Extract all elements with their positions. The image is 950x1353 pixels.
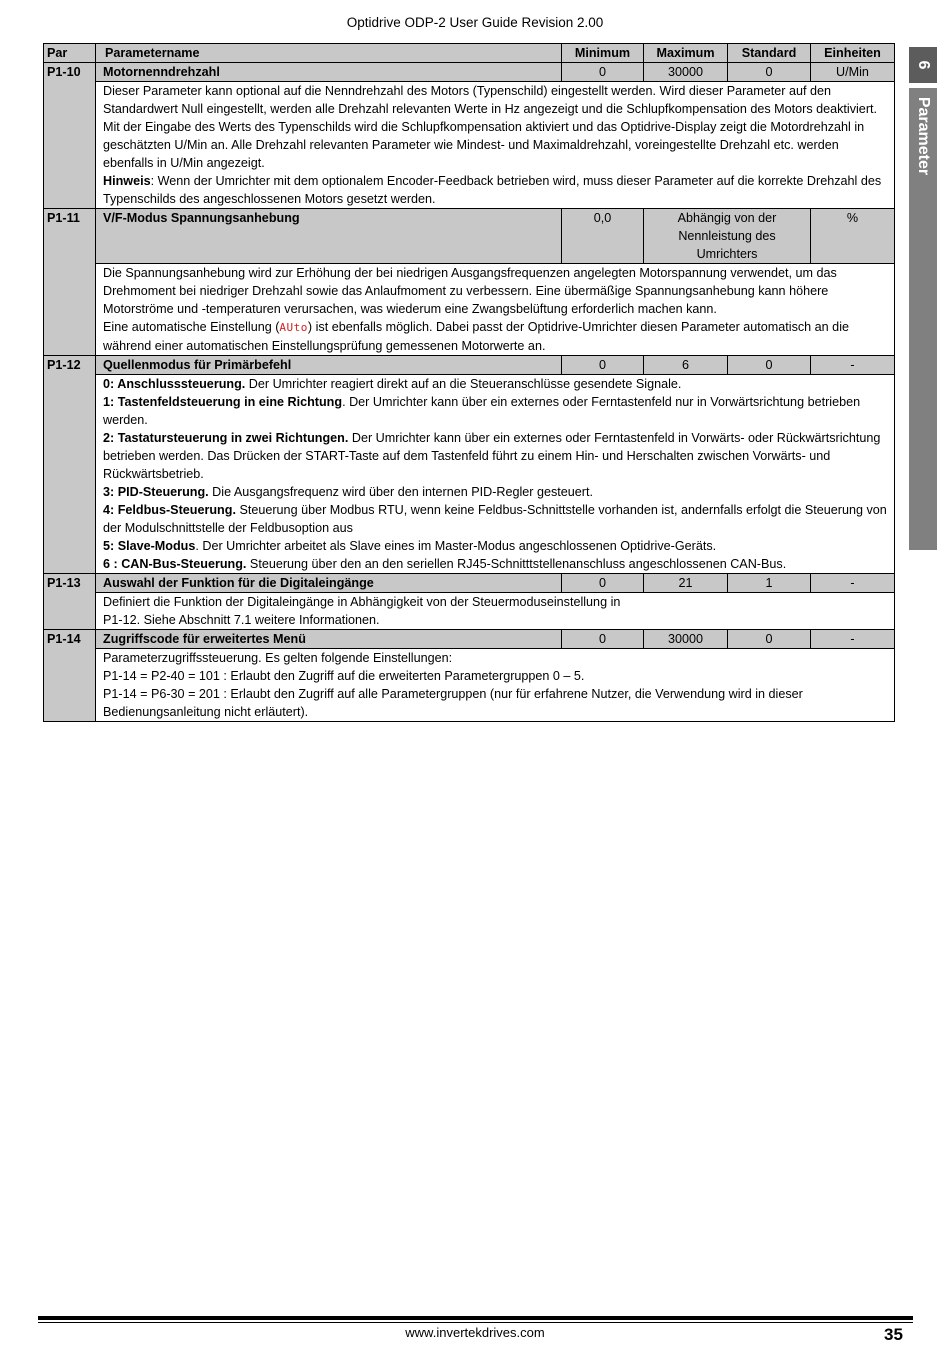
footer-url: www.invertekdrives.com	[405, 1325, 545, 1340]
desc-text-part: Eine automatische Einstellung (	[103, 320, 280, 334]
chapter-name-box	[909, 88, 937, 183]
option-label: 0: Anschlusssteuerung.	[103, 377, 246, 391]
param-max: 21	[644, 574, 728, 593]
param-min: 0	[562, 630, 644, 649]
param-name: Auswahl der Funktion für die Digitaleingänge	[96, 574, 562, 593]
table-row	[44, 209, 895, 264]
desc-text: Parameterzugriffssteuerung. Es gelten folgende Einstellungen:	[103, 651, 453, 665]
option-item	[103, 375, 887, 393]
desc-text: P1-14 = P6-30 = 201 : Erlaubt den Zugriff auf alle Parametergruppen (nur für erfahrene Nutzer, die Verwendung wird in dieser Bedienungsanleitung nicht erläutert).	[103, 687, 803, 719]
option-item	[103, 429, 887, 483]
param-description	[96, 649, 895, 722]
table-row	[44, 63, 895, 82]
footer-rule-thin	[38, 1322, 913, 1323]
param-name: Motornenndrehzahl	[96, 63, 562, 82]
table-row-description	[44, 82, 895, 209]
param-min: 0	[562, 356, 644, 375]
option-label: 5: Slave-Modus	[103, 539, 196, 553]
col-header-unit: Einheiten	[811, 44, 895, 63]
col-header-default: Standard	[728, 44, 811, 63]
table-row	[44, 630, 895, 649]
option-text: . Der Umrichter arbeitet als Slave eines im Master-Modus angeschlossenen Optidrive-Geräts.	[195, 539, 717, 553]
param-max: 6	[644, 356, 728, 375]
param-unit: U/Min	[811, 63, 895, 82]
chapter-name: Parameter	[915, 96, 932, 175]
note-text: : Wenn der Umrichter mit dem optionalem Encoder-Feedback betrieben wird, muss dieser Parameter auf die korrekte Drehzahl des Typenschilds des angeschlossenen Motors gesetzt werden.	[103, 174, 882, 206]
param-min: 0	[562, 63, 644, 82]
table-row-description	[44, 375, 895, 574]
page-number: 35	[884, 1325, 903, 1344]
desc-text: Die Spannungsanhebung wird zur Erhöhung der bei niedrigen Ausgangsfrequenzen angelegten Motorspannung verwendet, um das Drehmoment bei niedriger Drehzahl sowie das Anlaufmoment zu verbessern. Eine übermäßige Spannungsanhebung kann höhere Motorströme und -temperaturen verursachen, was wiederum eine Zwangsbelüftung erforderlich machen kann.	[103, 266, 837, 316]
param-description	[96, 82, 895, 209]
auto-display-glyph: AUto	[279, 321, 308, 334]
option-text: Steuerung über Modbus RTU, wenn keine Feldbus-Schnittstelle vorhanden ist, andernfalls erfolgt die Steuerung von der Modulschnittstelle der Feldbusoption aus	[103, 503, 887, 535]
table-row-description	[44, 593, 895, 630]
option-text: Der Umrichter reagiert direkt auf an die Steueranschlüsse gesendete Signale.	[245, 377, 682, 391]
chapter-number: 6	[915, 60, 932, 70]
param-unit: -	[811, 356, 895, 375]
param-description	[96, 375, 895, 574]
option-text: . Der Umrichter kann über ein externes oder Ferntastenfeld nur in Vorwärtsrichtung betrieben werden.	[103, 395, 861, 427]
param-code: P1-12	[44, 356, 96, 574]
option-item	[103, 483, 887, 501]
chapter-number-box	[909, 47, 937, 83]
col-header-min: Minimum	[562, 44, 644, 63]
table-row-description	[44, 264, 895, 356]
option-label: 4: Feldbus-Steuerung.	[103, 503, 236, 517]
param-code: P1-10	[44, 63, 96, 209]
param-max: 30000	[644, 630, 728, 649]
desc-text: Definiert die Funktion der Digitaleingänge in Abhängigkeit von der Steuermoduseinstellung in	[103, 595, 621, 609]
table-row	[44, 574, 895, 593]
option-item	[103, 537, 887, 555]
table-row-description	[44, 649, 895, 722]
col-header-max: Maximum	[644, 44, 728, 63]
option-label: 1: Tastenfeldsteuerung in eine Richtung	[103, 395, 343, 409]
option-item	[103, 501, 887, 537]
desc-text-auto	[103, 318, 887, 355]
footer-rule-thick	[38, 1316, 913, 1320]
option-text: Der Umrichter kann über ein externes oder Ferntastenfeld in Vorwärts- oder Rückwärtsrichtung betrieben werden. Das Drücken der START-Taste auf dem Tastenfeld führt zu einem Hin- und Herschalten zwischen Vorwärts- und Rückwärtsbetrieb.	[103, 431, 881, 481]
option-text: Die Ausgangsfrequenz wird über den internen PID-Regler gesteuert.	[208, 485, 594, 499]
param-unit: -	[811, 630, 895, 649]
param-default: 0	[728, 63, 811, 82]
param-name: V/F-Modus Spannungsanhebung	[96, 209, 562, 264]
param-unit: -	[811, 574, 895, 593]
desc-text-part: ) ist ebenfalls möglich. Dabei passt der Optidrive-Umrichter diesen Parameter automatisch an die während einer automatischen Einstellungsprüfung gemessenen Motorwerte an.	[103, 320, 849, 353]
note-label: Hinweis	[103, 174, 151, 188]
option-label: 6 : CAN-Bus-Steuerung.	[103, 557, 247, 571]
option-item	[103, 555, 887, 573]
param-default: 0	[728, 630, 811, 649]
param-min: 0	[562, 574, 644, 593]
option-item	[103, 393, 887, 429]
desc-text: Dieser Parameter kann optional auf die Nenndrehzahl des Motors (Typenschild) eingestellt werden. Wird dieser Parameter auf den Standardwert Null eingestellt, werden alle Drehzahl relevanten Werte in Hz angezeigt und die Schlupfkompensation des Motors deaktiviert. Mit der Eingabe des Werts des Typenschilds wird die Schlupfkompensation aktiviert und das Optidrive-Display zeigt die Motordrehzahl in geschätzten U/Min an. Alle Drehzahl relevanten Parameter wie Mindest- und Maximaldrehzahl, voreingestellte Drehzahl etc. werden ebenfalls in U/Min angezeigt.	[103, 84, 878, 170]
parameter-table	[43, 43, 895, 722]
param-unit: %	[811, 209, 895, 264]
param-min: 0,0	[562, 209, 644, 264]
col-header-par: Par	[44, 44, 96, 63]
param-code: P1-13	[44, 574, 96, 630]
param-name: Quellenmodus für Primärbefehl	[96, 356, 562, 375]
param-default: 1	[728, 574, 811, 593]
param-code: P1-11	[44, 209, 96, 356]
table-row	[44, 356, 895, 375]
chapter-side-tab	[909, 47, 937, 550]
col-header-name: Parametername	[96, 44, 562, 63]
option-label: 2: Tastatursteuerung in zwei Richtungen.	[103, 431, 349, 445]
param-description	[96, 593, 895, 630]
option-label: 3: PID-Steuerung.	[103, 485, 209, 499]
param-max: Abhängig von der Nennleistung des Umrichters	[644, 209, 811, 264]
page-header-title: Optidrive ODP-2 User Guide Revision 2.00	[346, 15, 604, 30]
param-description	[96, 264, 895, 356]
table-header-row	[44, 44, 895, 63]
param-name: Zugriffscode für erweitertes Menü	[96, 630, 562, 649]
param-default: 0	[728, 356, 811, 375]
param-max: 30000	[644, 63, 728, 82]
option-text: Steuerung über den an den seriellen RJ45-Schnitttstellenanschluss angeschlossenen CAN-Bus.	[246, 557, 787, 571]
desc-note	[103, 172, 887, 208]
param-code: P1-14	[44, 630, 96, 722]
desc-text: P1-12. Siehe Abschnitt 7.1 weitere Informationen.	[103, 613, 380, 627]
desc-text: P1-14 = P2-40 = 101 : Erlaubt den Zugriff auf die erweiterten Parametergruppen 0 – 5.	[103, 669, 585, 683]
